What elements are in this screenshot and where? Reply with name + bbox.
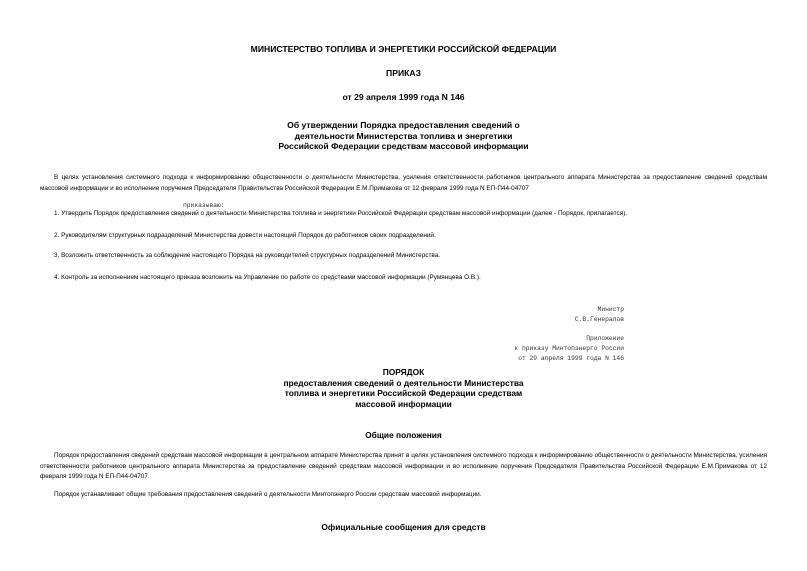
appendix-line-2: к приказу Минтопэнерго России [514, 345, 624, 352]
signature-position: Министр [597, 306, 624, 313]
appendix-line-3: от 29 апреля 1999 года N 146 [518, 355, 624, 362]
procedure-title-line-3: топлива и энергетики Российской Федерации средствам [284, 388, 523, 398]
section-heading-general: Общие положения [365, 430, 442, 440]
order-title-line-1: Об утверждении Порядка предоставления сведений о [287, 120, 520, 130]
procedure-title [0, 367, 807, 409]
signature-name: С.В.Генералов [574, 316, 624, 323]
order-title-line-2: деятельности Министерства топлива и энергетики [294, 130, 513, 141]
general-paragraph-1: Порядок предоставления сведений средствам массовой информации в центральном аппарате Министерства принят в целях установления системного подхода к информированию общественности о деятельности Министерства, усиления ответственности работников центрального аппарата Министерства за предоставление сведений средствам массовой информации и во исполнение поручения Председателя Правительства Российской Федерации Е.М.Примакова от 12 февраля 1999 года N ЕП-П44-04707. [40, 452, 767, 480]
procedure-title-line-1: ПОРЯДОК [382, 367, 425, 377]
appendix-line-1: Приложение [586, 335, 624, 342]
appendix-block [440, 334, 624, 364]
order-item: 2. Руководителям структурных подразделений Министерства довести настоящий Порядок до работников своих подразделений. [54, 232, 436, 239]
order-item: 1. Утвердить Порядок предоставления сведений о деятельности Министерства топлива и энергетики Российской Федерации средствам массовой информации (далее - Порядок, прилагается). [54, 210, 628, 217]
intro-paragraph: В целях установления системного подхода к информированию общественности о деятельности Министерства, усиления ответственности работников центрального аппарата Министерства за предоставление сведений средствам массовой информации и во исполнение поручения Председателя Правительства Российской Федерации Е.М.Примакова от 12 февраля 1999 года N ЕП-П44-04707 [40, 174, 767, 192]
section-heading-official: Официальные сообщения для средств [321, 522, 486, 532]
order-item: 3. Возложить ответственность за соблюдение настоящего Порядка на руководителей структурных подразделений Министерства. [54, 252, 441, 259]
signature-block [480, 305, 624, 325]
order-title-line-3: Российской Федерации средствам массовой информации [278, 141, 529, 151]
order-item: 4. Контроль за исполнением настоящего приказа возложить на Управление по работе со средствами массовой информации (Румянцева О.В.). [54, 274, 481, 281]
ministry-name: МИНИСТЕРСТВО ТОПЛИВА И ЭНЕРГЕТИКИ РОССИЙСКОЙ ФЕДЕРАЦИИ [250, 44, 557, 54]
order-verb: приказываю: [183, 202, 225, 209]
order-word: ПРИКАЗ [386, 68, 421, 78]
order-title [0, 120, 807, 152]
procedure-title-line-4: массовой информации [355, 398, 452, 409]
procedure-title-line-2: предоставления сведений о деятельности Министерства [283, 377, 524, 388]
order-date: от 29 апреля 1999 года N 146 [342, 92, 465, 102]
general-paragraph-2: Порядок устанавливает общие требования предоставления сведений о деятельности Минтопэнерго России средствам массовой информации. [54, 491, 482, 498]
